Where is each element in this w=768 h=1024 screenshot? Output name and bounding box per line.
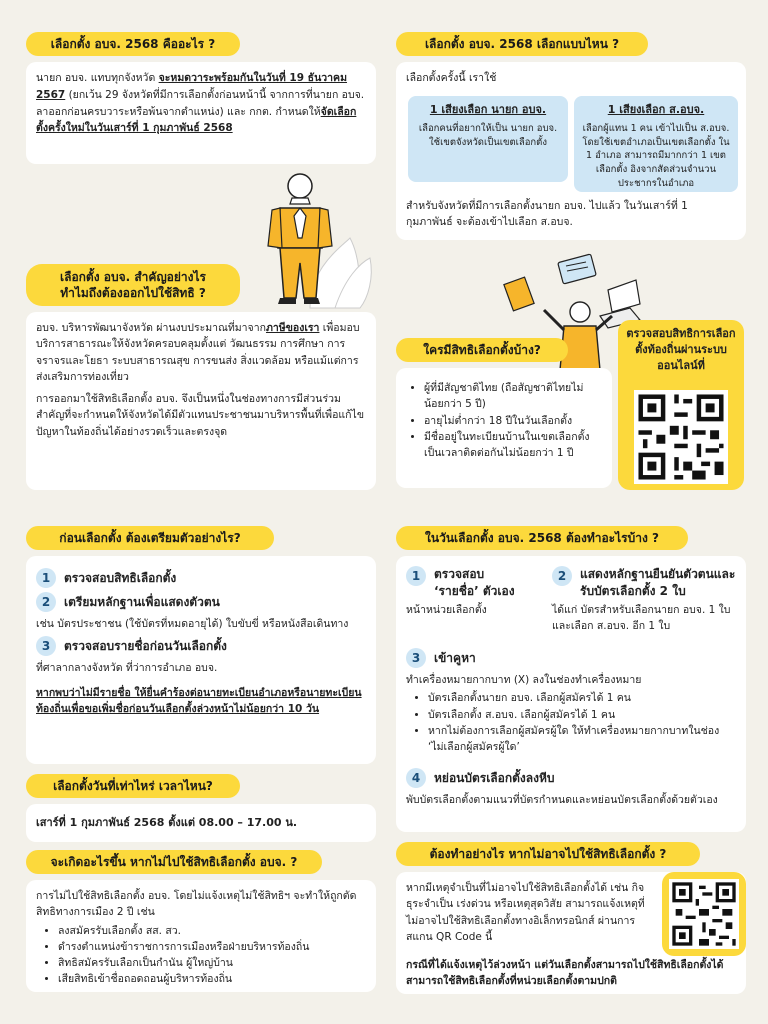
eligibility-item: • มีชื่ออยู่ในทะเบียนบ้านในเขตเลือกตั้งเป็นเวลาติดต่อกันไม่น้อยกว่า 1 ปี [424, 429, 602, 462]
section-title-consequence: จะเกิดอะไรขึ้น หากไม่ไปใช้สิทธิเลือกตั้ง อบจ. ? [26, 850, 322, 874]
ed-step-3-label: เข้าคูหา [434, 650, 476, 665]
when-card [26, 804, 376, 842]
step-number: 2 [552, 566, 572, 586]
what-is-new-election: จัดเลือกตั้งครั้งใหม่ในวันเสาร์ที่ 1 กุมภาพันธ์ 2568 [36, 105, 357, 135]
prepare-step-1 [36, 568, 366, 588]
ed-step-3-item: • บัตรเลือกตั้ง ส.อบจ. เลือกผู้สมัครได้ 1 คน [428, 707, 736, 723]
ed-step-3-item: • หากไม่ต้องการเลือกผู้สมัครผู้ใด ให้ทำเครื่องหมายกากบาทในช่อง ‘ไม่เลือกผู้สมัครผู้ใด’ [428, 723, 736, 756]
illustration-greeting-man [250, 168, 380, 318]
step-number: 4 [406, 768, 426, 788]
prepare-step-2 [36, 592, 366, 612]
what-is-text-1: นายก อบจ. แทบทุกจังหวัด [36, 72, 159, 84]
ed-step-3-text: ทำเครื่องหมายกากบาท (X) ลงในช่องทำเครื่องหมาย [406, 674, 642, 686]
ed-step-1 [406, 566, 556, 618]
consequence-list [36, 923, 366, 988]
check-online-title: ตรวจสอบสิทธิการเลือกตั้งท้องถิ่นผ่านระบบออนไลน์ที่ [626, 327, 736, 372]
prepare-step-3-label: ตรวจสอบรายชื่อก่อนวันเลือกตั้ง [64, 638, 227, 653]
ed-step-2 [552, 566, 740, 634]
step-number: 1 [406, 566, 426, 586]
ed-step-2-label: แสดงหลักฐานยืนยันตัวตนและรับบัตรเลือกตั้ง 2 ใบ [580, 567, 736, 598]
importance-tax: ภาษีของเรา [265, 322, 320, 334]
step-number: 3 [36, 636, 56, 656]
section-title-cannot-go: ต้องทำอย่างไร หากไม่อาจไปใช้สิทธิเลือกตั้ง ? [396, 842, 700, 866]
eligibility-card [396, 368, 612, 488]
when-text: เสาร์ที่ 1 กุมภาพันธ์ 2568 ตั้งแต่ 08.00 – 17.00 น. [36, 816, 298, 830]
cannot-go-footer: กรณีที่ได้แจ้งเหตุไว้ล่วงหน้า แต่วันเลือกตั้งสามารถไปใช้สิทธิเลือกตั้งได้ สามารถใช้สิทธิเลือกตั้งที่หน่วยเลือกตั้งตามปกติ [406, 959, 724, 987]
ed-step-2-text: ได้แก่ บัตรสำหรับเลือกนายก อบจ. 1 ใบ และเลือก ส.อบจ. อีก 1 ใบ [552, 603, 731, 632]
consequence-intro: การไม่ไปใช้สิทธิเลือกตั้ง อบจ. โดยไม่แจ้งเหตุไม่ใช้สิทธิฯ จะทำให้ถูกตัดสิทธิทางการเมือง 2 ปี เช่น [36, 890, 357, 919]
prepare-step-2-label: เตรียมหลักฐานเพื่อแสดงตัวตน [64, 594, 220, 609]
prepare-step-3-text: ที่ศาลากลางจังหวัด ที่ว่าการอำเภอ อบจ. [36, 662, 218, 675]
box-mayor-title: 1 เสียงเลือก นายก อบจ. [429, 103, 547, 116]
box-mayor-text: เลือกคนที่อยากให้เป็น นายก อบจ. ใช้เขตจังหวัดเป็นเขตเลือกตั้ง [418, 122, 558, 148]
consequence-item: • สิทธิสมัครรับเลือกเป็นกำนัน ผู้ใหญ่บ้าน [58, 955, 366, 971]
section-title-type: เลือกตั้ง อบจ. 2568 เลือกแบบไหน ? [396, 32, 648, 56]
box-council [574, 96, 738, 192]
qr-code-report[interactable] [669, 879, 739, 949]
ed-step-4-label: หย่อนบัตรเลือกตั้งลงหีบ [434, 770, 555, 785]
what-is-text-2: (ยกเว้น 29 จังหวัดที่มีการเลือกตั้งก่อนหน้านี้ จากการที่นายก อบจ. ลาออกก่อนครบวาระหรือพ้นจากตำแหน่ง) และ กกต. กำหนดให้ [36, 88, 365, 118]
step-number: 3 [406, 648, 426, 668]
section-title-prepare: ก่อนเลือกตั้ง ต้องเตรียมตัวอย่างไร? [26, 526, 274, 550]
importance-text-2: เพื่อมอบบริการสาธารณะให้จังหวัดครอบคลุมตั้งแต่ วัฒนธรรม การศึกษา การจราจรและโยธา ระบบสาธารณสุข การขนส่ง สิ่งแวดล้อม หรือแม้แต่การส่งเสริมการท่องเที่ยว [36, 322, 360, 383]
section-title-importance: เลือกตั้ง อบจ. สำคัญอย่างไร ทำไมถึงต้องออกไปใช้สิทธิ ? [26, 264, 240, 306]
type-card [396, 62, 746, 240]
eligibility-item: • ผู้ที่มีสัญชาติไทย (ถือสัญชาติไทยไม่น้อยกว่า 5 ปี) [424, 380, 602, 413]
importance-card [26, 312, 376, 490]
what-is-card [26, 62, 376, 164]
box-council-title: 1 เสียงเลือก ส.อบจ. [607, 103, 705, 116]
consequence-card [26, 880, 376, 992]
type-intro: เลือกตั้งครั้งนี้ เราใช้ [406, 72, 497, 84]
prepare-card [26, 556, 376, 764]
check-online-panel [618, 320, 744, 490]
prepare-warning: หากพบว่าไม่มีรายชื่อ ให้ยื่นคำร้องต่อนายทะเบียนอำเภอหรือนายทะเบียนท้องถิ่นเพื่อขอเพิ่มชื่อก่อนวันเลือกตั้งล่วงหน้าไม่น้อยกว่า 10 วัน [36, 686, 362, 715]
consequence-item: • เสียสิทธิเข้าชื่อถอดถอนผู้บริหารท้องถิ่น [58, 971, 366, 987]
box-council-text: เลือกผู้แทน 1 คน เข้าไปเป็น ส.อบจ. โดยใช้เขตอำเภอเป็นเขตเลือกตั้ง ใน 1 อำเภอ สามารถมีมากกว่า 1 เขตเลือกตั้ง อิงจากสัดส่วนจำนวนประชากรในอำเภอ [582, 122, 730, 189]
ed-step-4 [406, 768, 736, 808]
section-title-election-day: ในวันเลือกตั้ง อบจ. 2568 ต้องทำอะไรบ้าง ? [396, 526, 688, 550]
ed-step-1-label-b: ‘รายชื่อ’ ตัวเอง [434, 583, 515, 598]
importance-text-3: การออกมาใช้สิทธิเลือกตั้ง อบจ. จึงเป็นหนึ่งในช่องทางการมีส่วนร่วมสำคัญที่จะกำหนดให้จังหวัดได้มีตัวแทนประชาชนมาบริหารพื้นที่เพื่อแก้ไขปัญหาในท้องถิ่นได้อย่างรวดเร็วและตรงจุด [36, 393, 364, 438]
section-title-when: เลือกตั้งวันที่เท่าไหร่ เวลาไหน? [26, 774, 240, 798]
section-title-eligibility: ใครมีสิทธิเลือกตั้งบ้าง? [396, 338, 568, 362]
election-day-card [396, 556, 746, 832]
cannot-go-text: หากมีเหตุจำเป็นที่ไม่อาจไปใช้สิทธิเลือกตั้งได้ เช่น กิจธุระจำเป็น เร่งด่วน หรือเหตุสุดวิสัย สามารถแจ้งเหตุที่ไม่อาจไปใช้สิทธิเลือกตั้งทางอิเล็กทรอนิกส์ ผ่านการสแกน QR Code นี้ [406, 882, 645, 943]
ed-step-1-text: หน้าหน่วยเลือกตั้ง [406, 603, 487, 616]
prepare-step-1-label: ตรวจสอบสิทธิเลือกตั้ง [64, 570, 177, 585]
section-title-what-is: เลือกตั้ง อบจ. 2568 คืออะไร ? [26, 32, 240, 56]
importance-text-1: อบจ. บริหารพัฒนาจังหวัด ผ่านงบประมาณที่มาจาก [36, 322, 266, 334]
eligibility-item: • อายุไม่ต่ำกว่า 18 ปีในวันเลือกตั้ง [424, 413, 602, 429]
type-note: สำหรับจังหวัดที่มีการเลือกตั้งนายก อบจ. ไปแล้ว ในวันเสาร์ที่ 1 กุมภาพันธ์ จะต้องเข้าไปเลือก ส.อบจ. [406, 200, 688, 229]
step-number: 2 [36, 592, 56, 612]
ed-step-3-list [406, 690, 736, 755]
consequence-item: • ลงสมัครรับเลือกตั้ง สส. สว. [58, 923, 366, 939]
ed-step-1-label-a: ตรวจสอบ [434, 567, 485, 581]
step-number: 1 [36, 568, 56, 588]
consequence-item: • ดำรงตำแหน่งข้าราชการการเมืองหรือฝ่ายบริหารท้องถิ่น [58, 939, 366, 955]
cannot-go-qr-panel [662, 872, 746, 956]
qr-code-check-rights[interactable] [634, 390, 728, 484]
prepare-step-2-text: เช่น บัตรประชาชน (ใช้บัตรที่หมดอายุได้) ใบขับขี่ หรือหนังสือเดินทาง [36, 618, 349, 630]
prepare-step-3 [36, 636, 366, 656]
what-is-date: จะหมดวาระพร้อมกันในวันที่ 19 ธันวาคม 2567 [36, 72, 348, 101]
eligibility-list [406, 380, 602, 461]
ed-step-4-text: พับบัตรเลือกตั้งตามแนวที่บัตรกำหนดและหย่อนบัตรเลือกตั้งด้วยตัวเอง [406, 794, 718, 806]
ed-step-3-item: • บัตรเลือกตั้งนายก อบจ. เลือกผู้สมัครได้ 1 คน [428, 690, 736, 706]
box-mayor [408, 96, 568, 182]
ed-step-3 [406, 648, 736, 755]
